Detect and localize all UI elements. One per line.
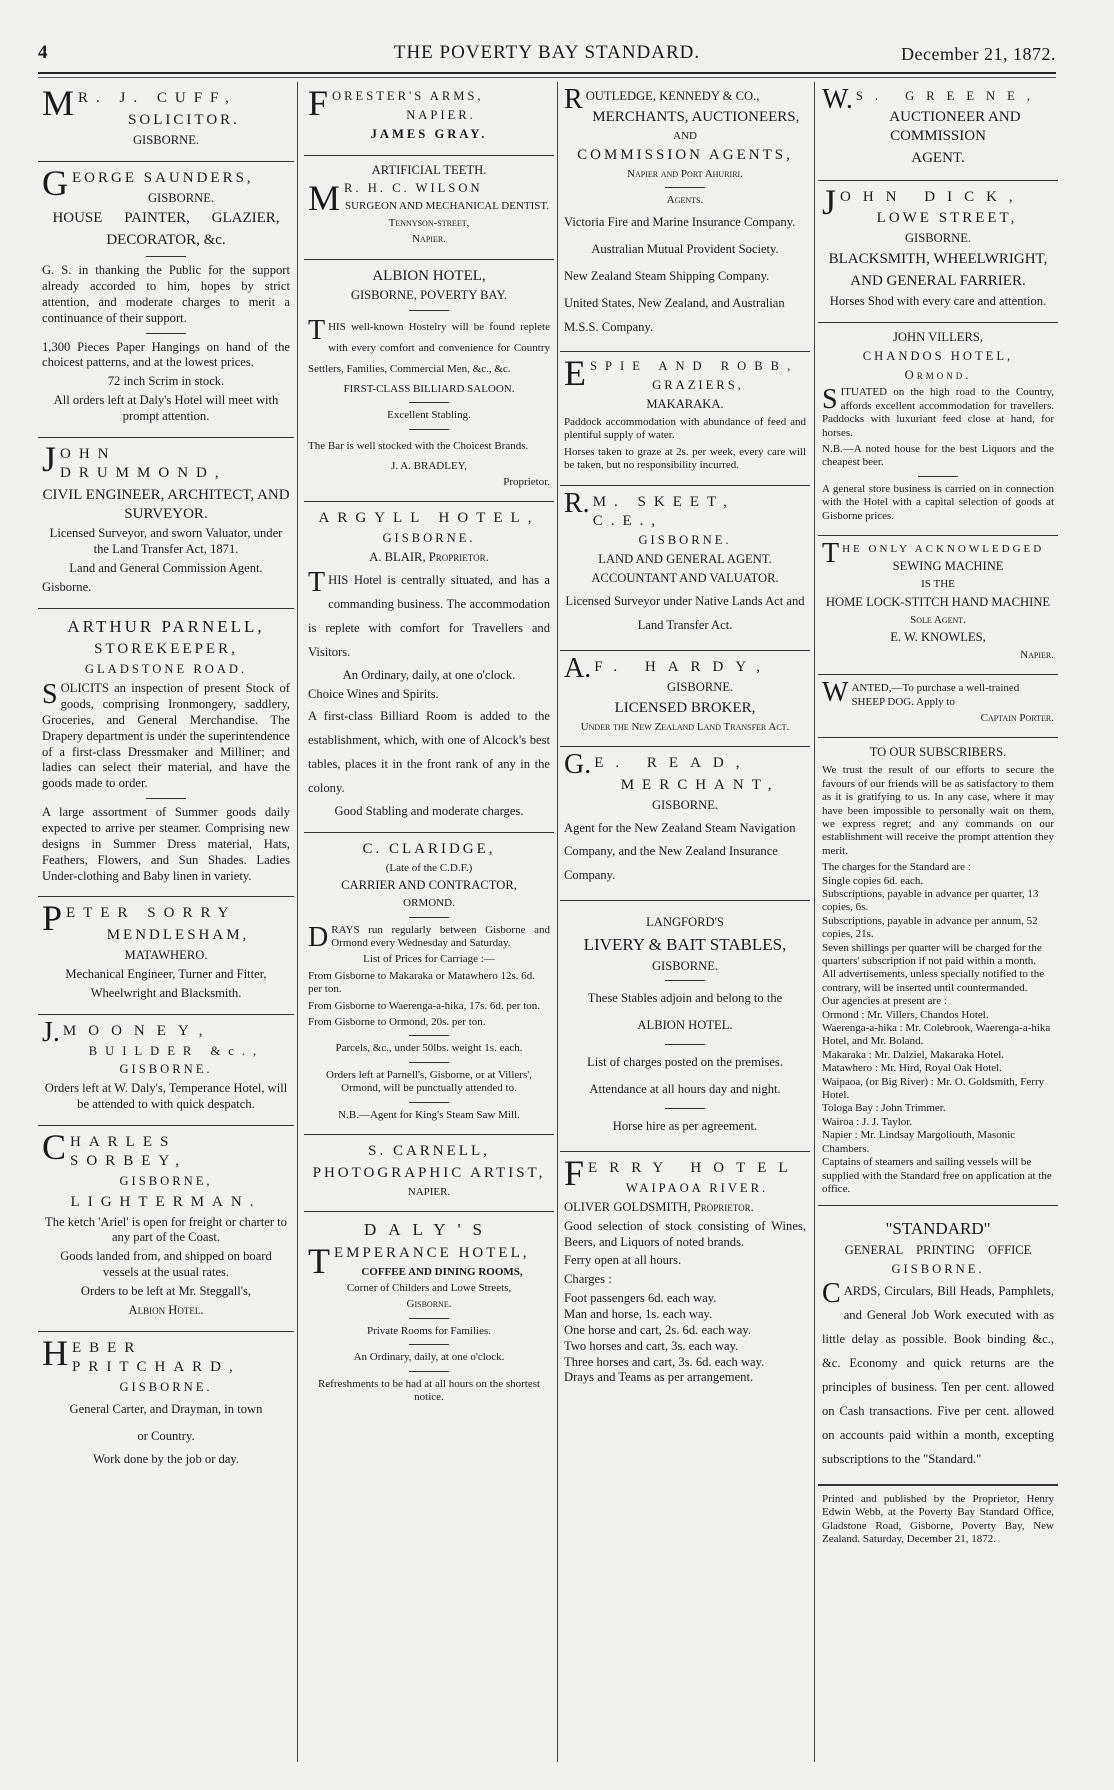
top-rule-thin	[38, 77, 1056, 78]
ad-line: DECORATOR, &c.	[106, 232, 226, 249]
divider	[146, 798, 186, 799]
ad-name: SPIE AND ROBB,	[590, 359, 799, 374]
ad-line: Gisborne.	[406, 1298, 452, 1311]
drop-cap: F	[308, 83, 329, 123]
ad-printing-office	[818, 1206, 1058, 1485]
ad-text: HIS well-known Hostelry will be found replete with every comfort and convenience for Country Settlers, Families, Commercial Men, &c., &c.	[308, 321, 550, 376]
ad-text: The ketch 'Ariel' is open for freight or charter to any part of the Coast.	[45, 1214, 287, 1245]
ad-line: MERCHANT,	[620, 776, 780, 793]
ad-text: United States, New Zealand, and Australian M.S.S. Company.	[564, 295, 785, 334]
ad-hardy	[560, 651, 810, 747]
ad-line: NAPIER.	[406, 107, 476, 122]
notice-text: The charges for the Standard are :	[822, 861, 971, 874]
ad-line: SURGEON AND MECHANICAL DENTIST.	[344, 200, 550, 213]
ad-text: All orders left at Daly's Hotel will meet with prompt attention.	[53, 393, 279, 424]
ad-line: PHOTOGRAPHIC ARTIST,	[312, 1164, 546, 1181]
divider	[409, 1062, 449, 1063]
ad-text: Victoria Fire and Marine Insurance Company.	[564, 214, 796, 229]
ad-text: Land and General Commission Agent.	[69, 561, 263, 576]
ad-text: Choice Wines and Spirits.	[308, 686, 439, 701]
ad-text: Excellent Stabling.	[387, 409, 471, 422]
ad-name: EORGE SAUNDERS,	[72, 169, 254, 186]
notice-title: TO OUR SUBSCRIBERS.	[869, 745, 1007, 760]
ad-text: 72 inch Scrim in stock.	[107, 374, 225, 389]
divider	[665, 1108, 705, 1109]
ad-name: JOHN VILLERS,	[892, 329, 984, 344]
ad-text: These Stables adjoin and belong to the	[587, 991, 783, 1006]
ad-line: LICENSED BROKER,	[614, 699, 756, 716]
ad-sorry	[38, 897, 294, 1014]
ad-text: FIRST-CLASS BILLIARD SALOON.	[343, 382, 515, 395]
masthead	[38, 40, 1056, 68]
notice-text: Our agencies at present are :	[822, 995, 947, 1008]
drop-cap: M	[308, 178, 341, 219]
ad-pritchard	[38, 1332, 294, 1480]
imprint	[818, 1485, 1058, 1559]
ad-line: AND	[673, 129, 697, 142]
notice-text: Subscriptions, payable in advance per annum, 52 copies, 21s.	[822, 914, 1038, 941]
ad-name: OHN DRUMMOND,	[60, 445, 227, 481]
ad-line: (Late of the C.D.F.)	[385, 861, 473, 874]
ad-line: AND GENERAL FARRIER.	[850, 273, 1026, 290]
notice-text: Captains of steamers and sailing vessels will be supplied with the Standard free on application at the office.	[822, 1156, 1052, 1195]
drop-cap: T	[822, 538, 840, 570]
ad-line: LAND AND GENERAL AGENT.	[598, 552, 772, 567]
ad-read	[560, 747, 810, 901]
ad-name: LANGFORD'S	[646, 915, 724, 930]
ad-text: List of Prices for Carriage :—	[363, 953, 495, 966]
ad-line: CIVIL ENGINEER, ARCHITECT, AND SURVEYOR.	[42, 486, 290, 522]
ad-name: ALBION HOTEL,	[372, 267, 486, 284]
notice-text: Ormond : Mr. Villers, Chandos Hotel.	[822, 1008, 989, 1021]
ad-line: Napier.	[412, 233, 446, 246]
ad-name: HE ONLY ACKNOWLEDGED	[842, 543, 1045, 556]
ad-sorbey	[38, 1126, 294, 1332]
ad-text: ARDS, Circulars, Bill Heads, Pamphlets, and General Job Work executed with as little delay as possible. Book binding &c., &c. Economy and quick returns are the principles of business. Ten per cent. allowed on Cash transactions. Five per cent. allowed on accounts paid within a month, excepting subscriptions to the "Standard."	[822, 1284, 1054, 1466]
ad-skeet	[560, 486, 810, 651]
ad-name: R. H. C. WILSON	[344, 181, 483, 196]
ad-name: S. CARNELL,	[368, 1143, 490, 1160]
ad-text: Licensed Surveyor under Native Lands Act and Land Transfer Act.	[565, 594, 805, 632]
ad-argyll	[304, 502, 554, 833]
ad-line: SEWING MACHINE	[892, 559, 1004, 574]
ad-line: JAMES GRAY.	[370, 126, 488, 141]
ad-saunders	[38, 162, 294, 438]
notice-text: Waipaoa, (or Big River) : Mr. O. Goldsmith, Ferry Hotel.	[822, 1075, 1045, 1102]
ad-line: HOME LOCK-STITCH HAND MACHINE	[825, 594, 1051, 609]
drop-cap: T	[308, 1240, 330, 1281]
ad-dalys	[304, 1212, 554, 1416]
ad-mooney	[38, 1015, 294, 1126]
ad-name: R. J. CUFF,	[78, 90, 237, 106]
column-2	[304, 82, 554, 1762]
notice-text: Single copies 6d. each.	[822, 874, 924, 887]
ad-line: GLADSTONE ROAD.	[84, 662, 248, 677]
ad-text: A first-class Billiard Room is added to the establishment, which, with one of Alcock's best tables, places it in the front rank of any in the colony.	[308, 709, 550, 796]
ad-name: ORESTER'S ARMS,	[332, 89, 484, 103]
top-rule	[38, 72, 1056, 74]
ad-name: M. SKEET, C.E.,	[592, 493, 735, 529]
ad-name: OUTLEDGE, KENNEDY & CO.,	[585, 89, 760, 103]
ad-text: Orders left at W. Daly's, Temperance Hotel, will be attended to with quick despatch.	[44, 1081, 288, 1112]
ad-dick	[818, 181, 1058, 323]
ad-line: MATAWHERO.	[124, 948, 208, 963]
ad-text: From Gisborne to Makaraka or Matawhero 12s. 6d. per ton.	[308, 969, 535, 996]
ad-text: Australian Mutual Provident Society.	[591, 241, 779, 256]
ad-text: An Ordinary, daily, at one o'clock.	[353, 1351, 505, 1364]
ad-routledge	[560, 82, 810, 352]
ad-line: EMPERANCE HOTEL,	[334, 1244, 530, 1261]
ad-text: Goods landed from, and shipped on board vessels at the usual rates.	[60, 1249, 272, 1280]
ad-line: Napier.	[1020, 648, 1054, 661]
ad-text: Orders left at Parnell's, Gisborne, or at Villers', Ormond, will be punctually attended to.	[326, 1068, 532, 1095]
ad-text: or Country.	[137, 1429, 195, 1444]
ad-text: Wheelwright and Blacksmith.	[90, 985, 242, 1000]
notice-text: Seven shillings per quarter will be charged for the quarters' subscription if not paid within a month.	[822, 941, 1042, 968]
ad-line: STOREKEEPER,	[94, 641, 238, 658]
drop-cap: J	[822, 181, 837, 222]
ad-text: General Carter, and Drayman, in town	[69, 1402, 263, 1417]
drop-cap: A.	[564, 652, 592, 684]
ad-line: COMMISSION AGENTS,	[577, 147, 793, 164]
notice-text: Makaraka : Mr. Dalziel, Makaraka Hotel.	[822, 1048, 1005, 1061]
ad-line: LIGHTERMAN.	[70, 1193, 262, 1210]
divider	[665, 187, 705, 188]
ad-text: Drays and Teams as per arrangement.	[564, 1370, 754, 1385]
column-rule	[814, 82, 815, 1762]
ad-text: Horse hire as per agreement.	[612, 1119, 758, 1134]
ad-name: "STANDARD"	[885, 1219, 991, 1239]
ad-line: GENERAL PRINTING OFFICE	[844, 1242, 1032, 1257]
ad-text: Attendance at all hours day and night.	[589, 1082, 781, 1097]
ad-espie	[560, 352, 810, 485]
ad-line: GRAZIERS,	[652, 378, 744, 393]
drop-cap: H	[42, 1332, 68, 1373]
notice-text: Waerenga-a-hika : Mr. Colebrook, Waerenga-a-hika Hotel, and Mr. Boland.	[822, 1022, 1051, 1048]
ad-sewing-machine	[818, 536, 1058, 675]
ad-line: GISBORNE.	[904, 231, 972, 246]
drop-cap: R	[564, 84, 583, 115]
ad-greene	[818, 82, 1058, 181]
ad-line: BLACKSMITH, WHEELWRIGHT,	[828, 251, 1048, 268]
ad-name: ARTHUR PARNELL,	[67, 616, 265, 636]
column-3	[560, 82, 810, 1762]
ad-line: GISBORNE.	[119, 1379, 213, 1394]
ad-text: Mechanical Engineer, Turner and Fitter,	[65, 967, 267, 982]
ad-text: A large assortment of Summer goods daily expected to arrive per steamer. Comprising new designs in Summer Dress material, Hats, Feathers, Flowers, and Sun Shades. Ladies Under-clothing and Baby linen in variety.	[42, 805, 290, 883]
ad-text: J. A. BRADLEY,	[391, 459, 467, 472]
divider	[665, 1044, 705, 1045]
ad-text: Three horses and cart, 3s. 6d. each way.	[564, 1354, 765, 1369]
ad-text: 1,300 Pieces Paper Hangings on hand of the choicest patterns, and at the lowest prices.	[42, 339, 290, 370]
ad-text: Horses Shod with every care and attention.	[829, 293, 1047, 308]
ad-text: From Gisborne to Ormond, 20s. per ton.	[308, 1016, 486, 1029]
ad-text: Foot passengers 6d. each way.	[564, 1291, 717, 1306]
ad-line: ARTIFICIAL TEETH.	[371, 162, 487, 177]
notice-text: Tologa Bay : John Trimmer.	[822, 1102, 946, 1115]
ad-text: Refreshments to be had at all hours on the shortest notice.	[317, 1377, 541, 1403]
ad-name: HARLES SORBEY,	[70, 1134, 188, 1169]
ad-text: New Zealand Steam Shipping Company.	[564, 268, 770, 283]
drop-cap: J.	[42, 1016, 60, 1048]
ad-name: ERRY HOTEL	[588, 1160, 800, 1177]
ad-line: AGENT.	[911, 149, 965, 166]
ad-line: IS THE	[921, 578, 955, 591]
divider	[409, 402, 449, 403]
ad-line: ACCOUNTANT AND VALUATOR.	[591, 571, 779, 586]
ad-drummond	[38, 438, 294, 609]
divider	[665, 980, 705, 981]
ad-ferry	[560, 1152, 810, 1395]
ad-line: ORMOND.	[403, 897, 455, 910]
imprint-text: Printed and published by the Proprietor, Henry Edwin Webb, at the Poverty Bay Standard Office, Gladstone Road, Gisborne, Poverty Bay, New Zealand. Saturday, December 21, 1872.	[822, 1492, 1054, 1546]
drop-cap: D	[308, 921, 329, 953]
ad-albion	[304, 260, 554, 503]
ad-line: MAKARAKA.	[646, 397, 724, 412]
ad-text: N.B.—A noted house for the best Liquors and the cheapest beer.	[822, 443, 1054, 469]
ad-parnell	[38, 609, 294, 897]
drop-cap: G.	[564, 748, 592, 780]
divider	[918, 476, 958, 477]
drop-cap: R.	[564, 487, 590, 519]
ad-text: Gisborne.	[42, 580, 92, 595]
ad-line: Under the New Zealand Land Transfer Act.	[580, 720, 790, 733]
ad-line: GISBORNE.	[132, 132, 200, 147]
divider	[409, 1102, 449, 1103]
ad-line: GISBORNE.	[667, 679, 734, 694]
notice-text: Matawhero : Mr. Hird, Royal Oak Hotel.	[822, 1062, 1002, 1075]
ad-text: A general store business is carried on in connection with the Hotel with a capital selection of goods at Gisborne prices.	[822, 482, 1054, 522]
ad-claridge	[304, 833, 554, 1135]
notice-text: We trust the result of our efforts to secure the favours of our friends will be as satisfactory to them as it is gratifying to us. In any case, where it may have been impossible to personally wait on them, we express regret; and any commands on our establishment will receive the prompt attention they merit.	[822, 764, 1054, 857]
drop-cap: E	[564, 353, 586, 394]
ad-text: An Ordinary, daily, at one o'clock.	[342, 667, 516, 682]
ad-line: COFFEE AND DINING ROOMS,	[361, 1265, 523, 1278]
ad-text: Paddock accommodation with abundance of feed and plentiful supply of water.	[564, 416, 806, 442]
notice-text: Subscriptions, payable in advance per quarter, 13 copies, 6s.	[822, 887, 1039, 914]
ad-name: S. GREENE,	[855, 89, 1042, 103]
ad-name: ETER SORRY	[66, 905, 237, 922]
ad-name: MOONEY,	[62, 1022, 215, 1039]
ad-villers	[818, 323, 1058, 536]
divider	[146, 256, 186, 257]
divider	[409, 310, 449, 311]
ad-text: OLICITS an inspection of present Stock of goods, comprising Ironmongery, saddlery, Groceries, and General Merchandise. The Drapery department is under the superintendence of a first-class Dressmaker and Milliner; and ladies can select their material, and have the goods made to order.	[42, 681, 290, 791]
ad-line: GISBORNE.	[651, 958, 719, 973]
drop-cap: M	[42, 83, 75, 123]
ad-line: Sole Agent.	[910, 613, 966, 626]
ad-text: Licensed Surveyor, and sworn Valuator, under the Land Transfer Act, 1871.	[49, 526, 283, 557]
divider	[409, 1035, 449, 1036]
column-4	[818, 82, 1058, 1762]
ad-foresters	[304, 82, 554, 156]
ad-line: LOWE STREET,	[876, 210, 1018, 227]
ad-text: Man and horse, 1s. each way.	[564, 1306, 713, 1321]
ad-cuff	[38, 82, 294, 162]
ad-line: GISBORNE.	[119, 1062, 213, 1077]
ad-text: Two horses and cart, 3s. each way.	[564, 1338, 739, 1353]
ad-line: OLIVER GOLDSMITH, Proprietor.	[564, 1199, 754, 1214]
ad-line: A. BLAIR, Proprietor.	[369, 550, 489, 565]
drop-cap: P	[42, 898, 63, 939]
ad-line: Captain Porter.	[980, 712, 1054, 725]
ad-text: N.B.—Agent for King's Steam Saw Mill.	[338, 1108, 520, 1121]
ad-line: MENDLESHAM,	[106, 927, 250, 944]
ad-text: Good Stabling and moderate charges.	[334, 804, 524, 819]
ad-text: List of charges posted on the premises.	[587, 1055, 783, 1070]
notice-subscribers	[818, 738, 1058, 1206]
issue-date: December 21, 1872.	[901, 44, 1056, 64]
drop-cap: J	[42, 438, 57, 479]
column-rule	[297, 82, 298, 1762]
divider	[146, 333, 186, 334]
drop-cap: T	[308, 567, 326, 599]
divider	[409, 1318, 449, 1319]
ad-text: One horse and cart, 2s. 6d. each way.	[564, 1322, 751, 1337]
ad-text: Ferry open at all hours.	[564, 1253, 682, 1268]
ad-wilson	[304, 156, 554, 260]
ad-text: The Bar is well stocked with the Choicest Brands.	[308, 439, 529, 452]
page-number: 4	[38, 42, 48, 63]
ad-name: OHN DICK,	[840, 188, 1025, 205]
ad-line: HOUSE PAINTER, GLAZIER,	[52, 210, 280, 227]
ad-text: Orders to be left at Mr. Steggall's,	[80, 1284, 252, 1299]
ad-text: RAYS run regularly between Gisborne and Ormond every Wednesday and Saturday.	[331, 923, 550, 949]
ad-line: Ormond.	[904, 367, 972, 382]
ad-line: GISBORNE.	[147, 190, 215, 205]
ad-line: GISBORNE, POVERTY BAY.	[350, 288, 508, 303]
drop-cap: S	[42, 679, 58, 711]
drop-cap: F	[564, 1153, 585, 1194]
drop-cap: C	[42, 1127, 67, 1168]
ad-text: HIS Hotel is centrally situated, and has a commanding business. The accommodation is replete with comfort for Travellers and Visitors.	[308, 573, 550, 659]
ad-text: Charges :	[564, 1272, 612, 1287]
ad-text: ANTED,—To purchase a well-trained SHEEP DOG. Apply to	[851, 682, 1020, 708]
ad-line: AUCTIONEER AND COMMISSION	[889, 108, 1021, 144]
ad-langford	[560, 901, 810, 1152]
ad-text: ALBION HOTEL.	[637, 1018, 733, 1033]
ad-wanted	[818, 675, 1058, 738]
ad-line: BUILDER &c.,	[88, 1043, 265, 1058]
ad-line: WAIPAOA RIVER.	[625, 1180, 769, 1195]
ad-line: E. W. KNOWLES,	[890, 629, 986, 644]
drop-cap: G	[42, 162, 68, 203]
ad-line: CARRIER AND CONTRACTOR,	[341, 878, 517, 893]
ad-carnell	[304, 1135, 554, 1212]
ad-line: CHANDOS HOTEL,	[862, 348, 1014, 363]
ad-name: E. READ,	[594, 754, 752, 771]
divider	[409, 1371, 449, 1372]
ad-text: G. S. in thanking the Public for the support already accorded to him, hopes by strict attention, and moderate charges to merit a continuance of their support.	[42, 263, 290, 325]
ad-text: From Gisborne to Waerenga-a-hika, 17s. 6d. per ton.	[308, 999, 540, 1012]
ad-name: F. HARDY,	[594, 658, 773, 675]
ad-line: Agents.	[666, 194, 704, 207]
column-1	[38, 82, 294, 1762]
ad-line: LIVERY & BAIT STABLES,	[583, 935, 787, 955]
notice-text: Wairoa : J. J. Taylor.	[822, 1115, 913, 1128]
ad-text: Good selection of stock consisting of Wines, Beers, and Liquors of noted brands.	[564, 1218, 806, 1249]
ad-text: ITUATED on the high road to the Country, affords excellent accommodation for travellers. Paddocks with luxuriant feed close at hand, for horses.	[822, 386, 1054, 439]
ad-line: GISBORNE.	[651, 797, 719, 812]
drop-cap: T	[308, 315, 326, 347]
ad-text: Horses taken to graze at 2s. per week, every care will be taken, but no responsibility incurred.	[564, 445, 806, 472]
divider	[409, 917, 449, 918]
ad-line: GISBORNE.	[382, 531, 476, 546]
drop-cap: C	[822, 1278, 841, 1310]
ad-line: NAPIER.	[407, 1185, 451, 1198]
divider	[409, 1344, 449, 1345]
ad-line: Tennyson-street,	[388, 216, 470, 229]
ad-text: Albion Hotel.	[128, 1302, 204, 1317]
ad-line: Corner of Childers and Lowe Streets,	[346, 1281, 512, 1294]
notice-text: All advertisements, unless specially notified to the contrary, will be inserted until countermanded.	[822, 968, 1045, 994]
ad-text: Work done by the job or day.	[92, 1452, 240, 1467]
ad-line: GISBORNE.	[638, 533, 732, 548]
newspaper-title: THE POVERTY BAY STANDARD.	[393, 42, 701, 63]
ad-name: ARGYLL HOTEL,	[318, 510, 540, 527]
notice-text: Napier : Mr. Lindsay Margoliouth, Masonic Chambers.	[822, 1129, 1016, 1155]
ad-line: Napier and Port Ahuriri.	[627, 168, 743, 181]
ad-text: Private Rooms for Families.	[366, 1324, 492, 1337]
ad-name: DALY'S	[363, 1220, 495, 1240]
ad-name: C. CLARIDGE,	[362, 841, 496, 858]
column-rule	[557, 82, 558, 1762]
drop-cap: S	[822, 384, 838, 416]
ad-line: MERCHANTS, AUCTIONEERS,	[592, 108, 800, 125]
ad-text: Parcels, &c., under 50lbs. weight 1s. each.	[335, 1042, 523, 1055]
ad-text: Proprietor.	[503, 476, 550, 489]
ad-text: Agent for the New Zealand Steam Navigation Company, and the New Zealand Insurance Company.	[564, 820, 796, 883]
ad-line: SOLICITOR.	[128, 111, 240, 128]
drop-cap: W.	[822, 84, 853, 115]
ad-name: EBER PRITCHARD,	[72, 1339, 241, 1375]
ad-line: GISBORNE,	[119, 1173, 213, 1188]
ad-line: GISBORNE.	[891, 1261, 985, 1276]
drop-cap: W	[822, 677, 849, 709]
divider	[409, 429, 449, 430]
